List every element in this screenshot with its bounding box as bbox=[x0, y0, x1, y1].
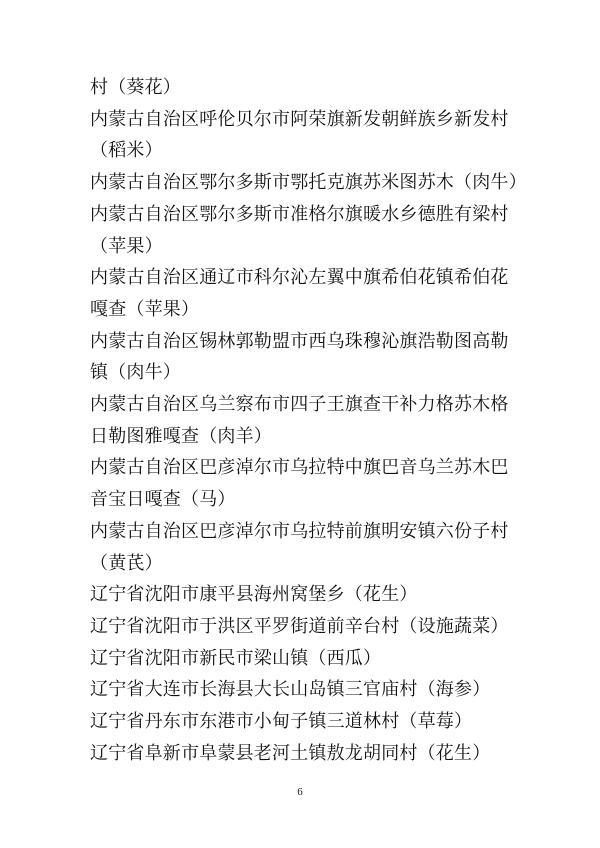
text-line: 辽宁省沈阳市康平县海州窝堡乡（花生） bbox=[90, 584, 418, 606]
text-line: 辽宁省沈阳市新民市梁山镇（西瓜） bbox=[90, 647, 382, 669]
text-line: 内蒙古自治区鄂尔多斯市准格尔旗暖水乡德胜有梁村 bbox=[90, 203, 509, 225]
text-line: 音宝日嘎查（马） bbox=[90, 489, 236, 511]
text-line: 内蒙古自治区呼伦贝尔市阿荣旗新发朝鲜族乡新发村 bbox=[90, 108, 509, 130]
text-line: 辽宁省阜新市阜蒙县老河土镇敖龙胡同村（花生） bbox=[90, 742, 491, 764]
text-line: 辽宁省沈阳市于洪区平罗街道前辛台村（设施蔬菜） bbox=[90, 615, 509, 637]
text-line: （苹果） bbox=[90, 235, 163, 257]
text-line: （稻米） bbox=[90, 140, 163, 162]
text-line: 内蒙古自治区锡林郭勒盟市西乌珠穆沁旗浩勒图高勒 bbox=[90, 330, 509, 352]
text-line: 辽宁省丹东市东港市小甸子镇三道林村（草莓） bbox=[90, 711, 473, 733]
text-line: 内蒙古自治区乌兰察布市四子王旗查干补力格苏木格 bbox=[90, 394, 509, 416]
text-line: （黄芪） bbox=[90, 552, 163, 574]
page-number: 6 bbox=[297, 786, 303, 798]
text-line: 内蒙古自治区通辽市科尔沁左翼中旗希伯花镇希伯花 bbox=[90, 267, 509, 289]
text-line: 村（葵花） bbox=[90, 77, 181, 98]
text-line: 内蒙古自治区巴彦淖尔市乌拉特前旗明安镇六份子村 bbox=[90, 520, 509, 542]
text-line: 内蒙古自治区巴彦淖尔市乌拉特中旗巴音乌兰苏木巴 bbox=[90, 457, 509, 479]
text-line: 镇（肉牛） bbox=[90, 362, 181, 384]
text-line: 嘎查（苹果） bbox=[90, 298, 200, 320]
text-body bbox=[90, 72, 530, 769]
text-line: 内蒙古自治区鄂尔多斯市鄂托克旗苏米图苏木（肉牛） bbox=[90, 172, 527, 194]
text-line: 日勒图雅嘎查（肉羊） bbox=[90, 425, 272, 447]
text-line: 辽宁省大连市长海县大长山岛镇三官庙村（海参） bbox=[90, 679, 491, 701]
